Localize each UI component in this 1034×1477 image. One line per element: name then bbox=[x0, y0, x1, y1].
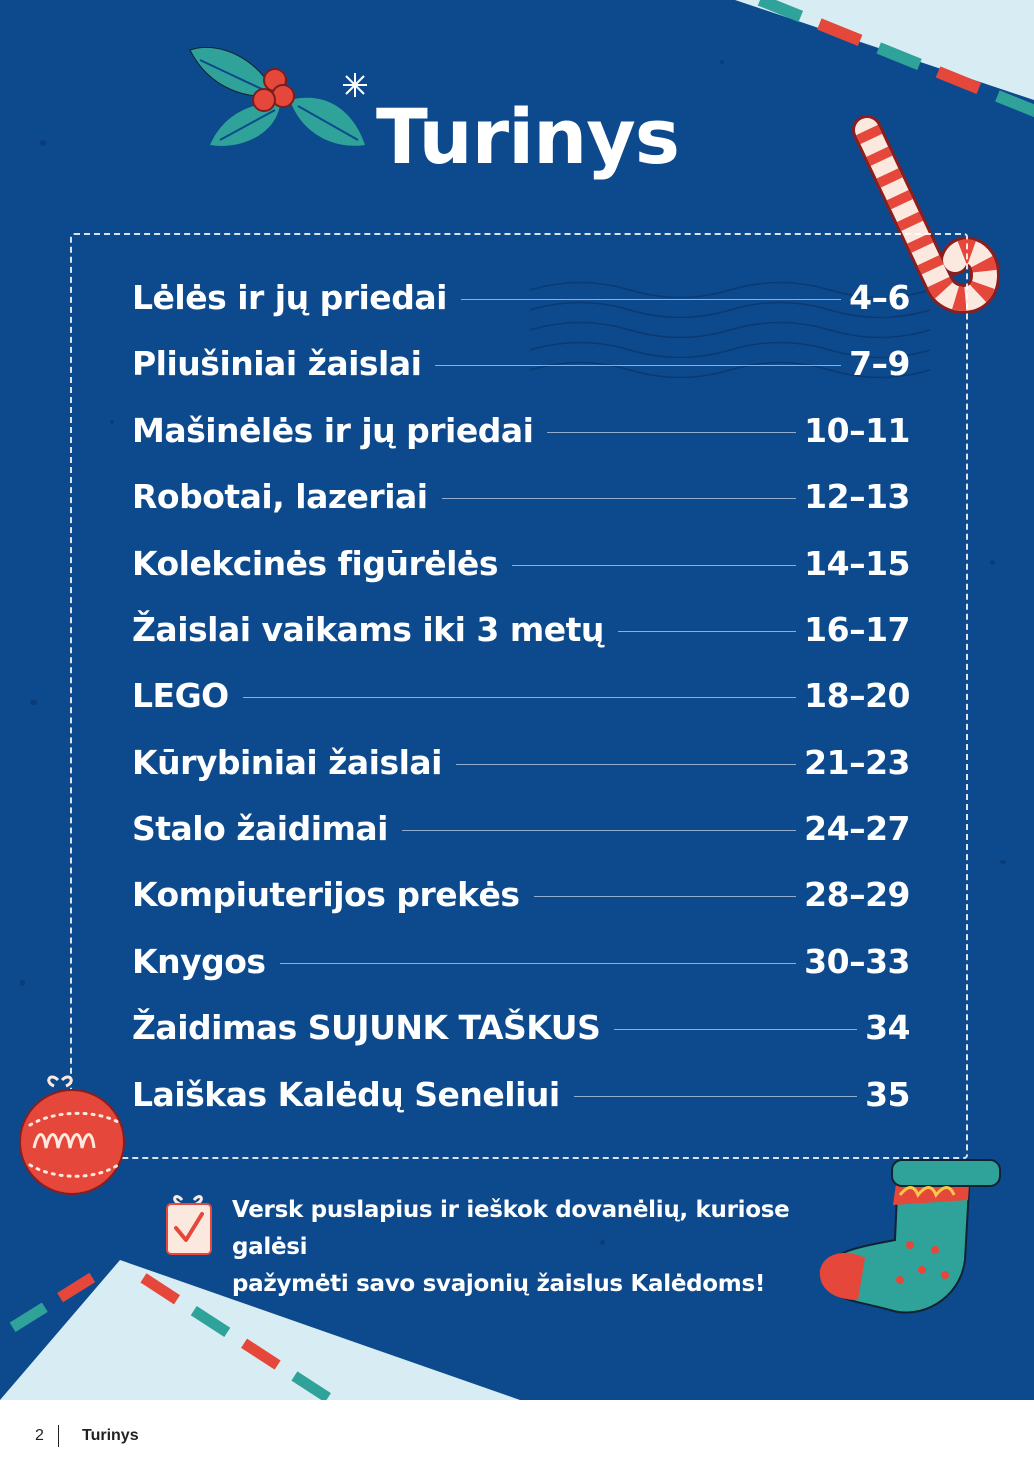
toc-pages: 30–33 bbox=[804, 941, 910, 981]
toc-leader bbox=[442, 498, 797, 499]
toc-pages: 10–11 bbox=[804, 410, 910, 450]
toc-leader bbox=[534, 896, 797, 897]
toc-leader bbox=[280, 963, 797, 964]
instruction-note bbox=[232, 1192, 872, 1303]
toc-label: Kūrybiniai žaislai bbox=[132, 742, 442, 782]
toc-row[interactable] bbox=[132, 872, 910, 916]
toc-label: Mašinėlės ir jų priedai bbox=[132, 410, 534, 450]
toc-label: Robotai, lazeriai bbox=[132, 476, 428, 516]
ornament-icon bbox=[10, 1070, 140, 1200]
footer bbox=[0, 1400, 1034, 1477]
toc-label: Stalo žaidimai bbox=[132, 808, 388, 848]
toc-leader bbox=[574, 1096, 857, 1097]
toc-row[interactable] bbox=[132, 1072, 910, 1116]
toc-row[interactable] bbox=[132, 607, 910, 651]
toc-pages: 28–29 bbox=[804, 874, 910, 914]
toc-pages: 4–6 bbox=[849, 277, 910, 317]
toc-label: Žaidimas SUJUNK TAŠKUS bbox=[132, 1007, 601, 1047]
toc-row[interactable] bbox=[132, 939, 910, 983]
toc-label: Kompiuterijos prekės bbox=[132, 874, 520, 914]
toc-row[interactable] bbox=[132, 474, 910, 518]
toc-row[interactable] bbox=[132, 740, 910, 784]
toc-pages: 18–20 bbox=[804, 675, 910, 715]
toc-leader bbox=[618, 631, 796, 632]
toc-pages: 24–27 bbox=[804, 808, 910, 848]
toc-row[interactable] bbox=[132, 275, 910, 319]
toc-leader bbox=[547, 432, 796, 433]
toc-label: LEGO bbox=[132, 675, 229, 715]
snowflake-icon bbox=[340, 70, 370, 100]
toc-label: Kolekcinės figūrėlės bbox=[132, 543, 498, 583]
toc-leader bbox=[435, 365, 841, 366]
toc-leader bbox=[512, 565, 796, 566]
toc-row[interactable] bbox=[132, 806, 910, 850]
toc-pages: 12–13 bbox=[804, 476, 910, 516]
toc-row[interactable] bbox=[132, 408, 910, 452]
toc-leader bbox=[402, 830, 796, 831]
footer-separator bbox=[58, 1425, 59, 1447]
toc-row[interactable] bbox=[132, 541, 910, 585]
toc-leader bbox=[243, 697, 796, 698]
toc-pages: 7–9 bbox=[849, 343, 910, 383]
gift-check-icon bbox=[164, 1192, 214, 1258]
toc-label: Laiškas Kalėdų Seneliui bbox=[132, 1074, 560, 1114]
toc-leader bbox=[456, 764, 796, 765]
toc-label: Lėlės ir jų priedai bbox=[132, 277, 447, 317]
toc-row[interactable] bbox=[132, 673, 910, 717]
toc-pages: 21–23 bbox=[804, 742, 910, 782]
footer-page-number: 2 bbox=[35, 1427, 44, 1444]
note-line-2: pažymėti savo svajonių žaislus Kalėdoms! bbox=[232, 1271, 766, 1297]
page-title: Turinys bbox=[376, 92, 680, 181]
toc-pages: 34 bbox=[865, 1007, 910, 1047]
holly-icon bbox=[180, 40, 380, 170]
footer-section-title: Turinys bbox=[82, 1427, 139, 1444]
toc-leader bbox=[614, 1029, 857, 1030]
note-line-1: Versk puslapius ir ieškok dovanėlių, kuriose galėsi bbox=[232, 1197, 790, 1260]
toc-pages: 16–17 bbox=[804, 609, 910, 649]
toc-pages: 35 bbox=[865, 1074, 910, 1114]
toc-leader bbox=[461, 299, 841, 300]
toc-row[interactable] bbox=[132, 341, 910, 385]
toc-label: Pliušiniai žaislai bbox=[132, 343, 422, 383]
toc-label: Knygos bbox=[132, 941, 266, 981]
toc-pages: 14–15 bbox=[804, 543, 910, 583]
toc-label: Žaislai vaikams iki 3 metų bbox=[132, 609, 604, 649]
toc-row[interactable] bbox=[132, 1005, 910, 1049]
